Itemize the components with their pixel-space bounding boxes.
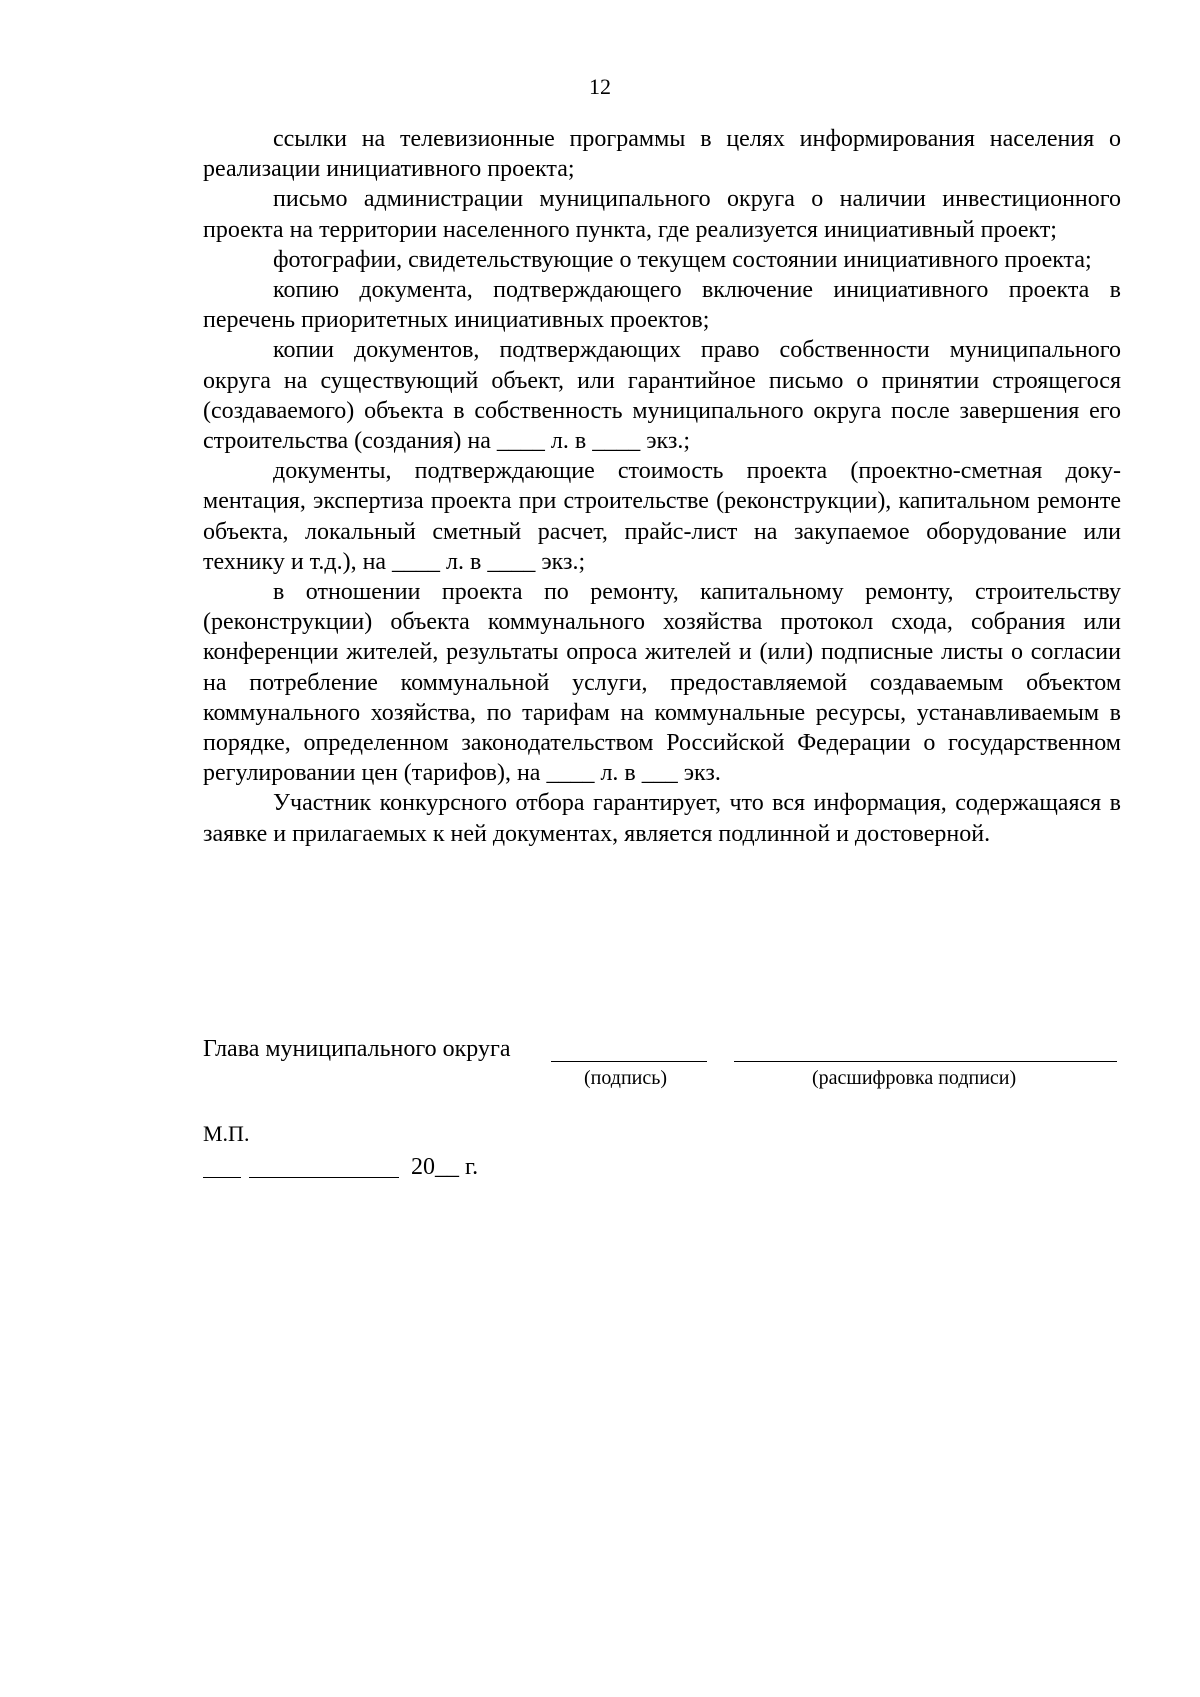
- signature-decoding-caption: (расшифровка подписи): [812, 1067, 1017, 1089]
- signature-caption: (подпись): [584, 1067, 668, 1089]
- paragraph: в отношении проекта по ремонту, капитальному ремонту, строительству (реконструкции) объекта коммунального хозяйства протокол схода, собрания или конференции жителей, результаты опроса жителей и (или) подписные листы о согласии на потребление коммунальной услуги, предоставляемой создаваемым объектом коммунального хозяйства, по тарифам на коммунальные ресурсы, устанавливаемым в порядке, определенном законодательством Российской Федерации о государственном регулировании цен (тарифов), на ____ л. в ___ экз.: [203, 579, 1121, 787]
- stamp-label: М.П.: [203, 1121, 250, 1146]
- day-blank-line: [203, 1177, 241, 1178]
- year-suffix: 20__ г.: [411, 1154, 479, 1180]
- signature-row: [203, 1034, 1121, 1068]
- signature-blank-line: [551, 1061, 707, 1062]
- date-row: [203, 1152, 603, 1182]
- paragraph: копию документа, подтверждающего включение инициативного проекта в перечень приоритетных инициативных проектов;: [203, 277, 1121, 334]
- paragraph: фотографии, свидетельствующие о текущем состоянии инициативного проекта;: [273, 246, 1092, 273]
- page-number: 12: [589, 74, 611, 99]
- signature-decoding-blank-line: [734, 1061, 1117, 1062]
- month-blank-line: [249, 1177, 399, 1178]
- paragraph: Участник конкурсного отбора гарантирует, что вся информация, содержащаяся в заявке и прилагаемых к ней документах, является подлинной и достоверной.: [203, 790, 1121, 847]
- paragraph: копии документов, подтверждающих право собственности муниципального округа на существующий объект, или гарантийное письмо о принятии строящегося (создаваемого) объекта в собственность муниципального округа после завершения его строительства (создания) на ____ л. в ____ экз.;: [203, 337, 1121, 455]
- paragraph: ссылки на телевизионные программы в целях информирования населения о реализации инициативного проекта;: [203, 126, 1121, 183]
- signature-label: Глава муниципального округа: [203, 1036, 511, 1062]
- paragraph: документы, подтверждающие стоимость проекта (проектно-сметная документация, экспертиза проекта при строительстве (реконструкции), капитальном ремонте объекта, локальный сметный расчет, прайс-лист на закупаемое оборудование или технику и т.д.), на ____ л. в ____ экз.;: [203, 458, 1121, 575]
- paragraph: письмо администрации муниципального округа о наличии инвестиционного проекта на территории населенного пункта, где реализуется инициативный проект;: [203, 186, 1121, 243]
- document-body: [203, 124, 1121, 849]
